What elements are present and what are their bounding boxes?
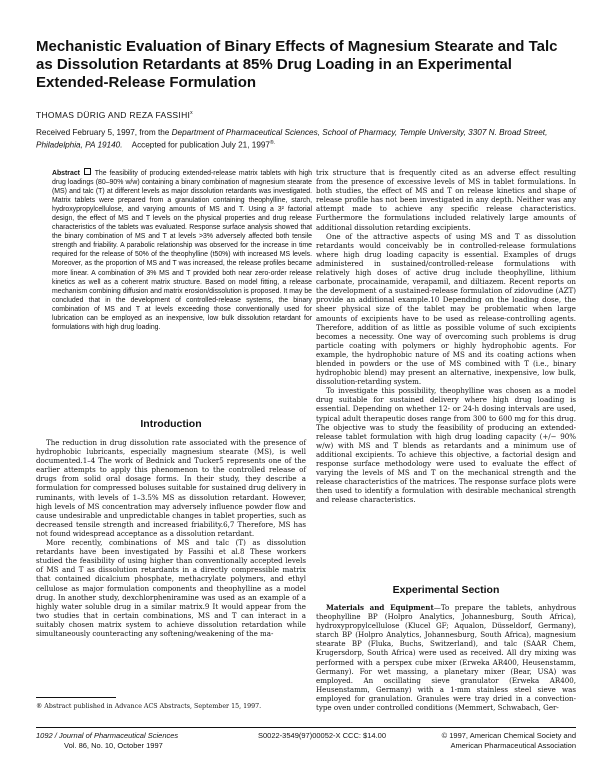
body-paragraph: To investigate this possibility, theophylline was chosen as a model drug suitable for sustained delivery where high drug loading is essential. Depending on whether 12- or 24-h dosing intervals are used, typical adult therapeutic doses range from 300 to 600 mg for this drug. The objective was to study the feasibility of producing an extended-release tablet formulation with high drug loading capacity (+/− 90% w/w) with MS and T blends as retardants and a minimum use of additional excipients. To achieve this objective, a factorial design and response surface methodology were used to evaluate the effect of varying the levels of MS and T on the mechanical strength and the release characteristics of the matrices. The response surface plots were then used to identify a formulation with desirable mechanical strength and release characteristics.: [316, 386, 576, 505]
abstract-box-icon: [84, 168, 91, 175]
received-line: [36, 127, 576, 151]
author-names: THOMAS DÜRIG AND REZA FASSIHI: [36, 110, 191, 120]
materials-text: —To prepare the tablets, anhydrous theophylline BP (Holpro Analytics, Johannesburg, South Africa), hydroxypropylcellulose (Klucel GF; Aqualon, Düsseldorf, Germany), starch BP (Holpro Analytics, Johannesburg, South Africa), magnesium stearate BP (Fluka, Buchs, Switzerland), and talc (SAAR Chem, Krugersdorp, South Africa) were used as received. All dry mixing was performed with a perspex cube mixer (Erweka AR400, Heusenstamm, Germany). For wet massing, a planetary mixer (Bear, USA) was employed. An oscillating sieve granulator (Erweka AR400, Heusenstamm, Germany) with a 1-mm stainless steel sieve was employed for granulation. Granules were tray dried in a convection-type oven under controlled conditions (Memmert, Schwabach, Ger-: [316, 603, 576, 713]
experimental-heading: Experimental Section: [392, 584, 500, 596]
introduction-heading: Introduction: [140, 418, 202, 430]
journal-volume: Vol. 86, No. 10, October 1997: [64, 740, 163, 750]
abstract: [52, 168, 312, 332]
footer-rule: [36, 727, 576, 728]
received-prefix: Received February 5, 1997, from the: [36, 128, 172, 137]
author-line: [36, 110, 193, 120]
footer-right: [400, 731, 576, 750]
body-paragraph: One of the attractive aspects of using MS and T as dissolution retardants would conceivably be in controlled-release formulations where high drug loading capacity is essential. Examples of drugs administered in sustained/controlled-release formulations with relatively high doses of active drug include theophylline, lithium carbonate, procainamide, verapamil, and diltiazem. Recent reports on the development of a sustained-release formulation of zidovudine (AZT) provide an additional example.10 Depending on the loading dose, the sheer physical size of the tablet may be problematic when large amounts of excipients have to be used as release-controlling agents. Therefore, addition of as little as possible volume of such excipients becomes a necessity. One way of overcoming such problems is drug particle coating with polymers or highly hydrophobic agents. For example, the hydrophobic nature of MS and its coating actions when blended in powders or the use of MS combined with T (i.e., binary hydrophobic blend) may present an alternative, inexpensive, low bulk, dissolution-retarding system.: [316, 231, 576, 387]
journal-citation: [36, 731, 178, 741]
article-title: Mechanistic Evaluation of Binary Effects of Magnesium Stearate and Talc as Dissolution Retardants at 85% Drug Loading in an Experimental Extended-Release Formulation: [36, 38, 558, 91]
accepted-mark: ®.: [269, 140, 276, 146]
author-footnote-mark: x: [190, 110, 193, 117]
footer-left: [36, 731, 178, 750]
footnote-rule: [36, 697, 116, 698]
footnote: ® Abstract published in Advance ACS Abstracts, September 15, 1997.: [36, 703, 262, 710]
copyright-line-1: © 1997, American Chemical Society and: [441, 731, 576, 740]
right-column: [316, 168, 576, 504]
accepted-date: Accepted for publication July 21, 1997: [131, 140, 270, 150]
introduction-paragraph: The reduction in drug dissolution rate associated with the presence of hydrophobic lubricants, especially magnesium stearate (MS), is well documented.1–4 The work of Bednick and Tucker5 represents one of the earlier attempts to apply this phenomenon to the controlled release of drugs from solid oral dosage forms. In their study, they describe a formulation for compressed boluses suitable for sustained drug delivery in ruminants, with levels of 1–3.5% MS as dissolution retardant. However, high levels of MS concentration may adversely influence powder flow and cause undesirable and unpredictable changes in tablet properties, such as decreased tensile strength and increased friability.6,7 Therefore, MS has not found widespread acceptance as a dissolution retardant.: [36, 438, 306, 538]
abstract-label: Abstract: [52, 170, 80, 177]
abstract-text: The feasibility of producing extended-release matrix tablets with high drug loadings (80–90% w/w) containing a binary combination of magnesium stearate (MS) and talc (T) at different levels as major dissolution retardants was investigated. Matrix tablets were prepared from a granulation containing theophylline, starch, hydroxypropylcellulose, and varying amounts of MS and T. Using a 3² factorial design, the effect of MS and T levels on the physical properties and drug release characteristics of the tablets was evaluated. Response surface analysis showed that the binary combination of MS and T at levels >3% adversely affected both tensile strength and friability. A parabolic relationship was observed for the increase in time required for the release of 50% of the theophylline (t50%) with increased MS levels. Moreover, as the proportion of MS and T was increased, the release profiles became more linear. A combination of 3% MS and T provided both near zero-order release kinetics as well as a coherent matrix structure. Based on model fitting, a release mechanism combining diffusion and matrix erosion/dissolution is proposed. It may be concluded that in the development of controlled-release systems, the binary combination of MS and T at levels exceeding those conventionally used for lubrication can be employed as an inexpensive, low bulk dissolution retardant for formulations with high drug loading.: [52, 170, 312, 331]
footer-center: S0022-3549(97)00052-X CCC: $14.00: [258, 731, 387, 740]
introduction-column: [36, 438, 306, 638]
body-paragraph: trix structure that is frequently cited as an adverse effect resulting from the presence of excessive levels of MS in tablet formulations. In both studies, the effect of MS and T on release kinetics and shape of release profile has not been investigated in any depth. Neither was any attempt made to achieve any specific release characteristics. Furthermore the formulations included relatively large amounts of additional dissolution retarding excipients.: [316, 168, 576, 232]
materials-paragraph: [316, 603, 576, 712]
experimental-column: [316, 603, 576, 712]
materials-subheading: Materials and Equipment: [326, 603, 434, 612]
journal-name: 1092 / Journal of Pharmaceutical Sciences: [36, 731, 179, 740]
introduction-paragraph: More recently, combinations of MS and talc (T) as dissolution retardants have been investigated by Fassihi et al.8 These workers studied the feasibility of using higher than conventionally accepted levels of MS and T as dissolution retardants in a directly compressible matrix that contained dicalcium phosphate, methacrylate polymers, and ethyl cellulose as major formulation components and theophylline as a model drug. In another study, dexchlorpheniramine was used as an example of a highly water soluble drug in a similar matrix.9 It would appear from the two studies that in certain combinations, MS and T can interact in a suitably chosen matrix system to achieve dissolution retardation while simultaneously counteracting any softening/weakening of the ma-: [36, 538, 306, 638]
copyright-line-2: American Pharmaceutical Association: [450, 740, 576, 750]
affiliation: Department of Pharmaceutical Sciences, School of Pharmacy, Temple University, 3307 N. Broad Street, Philadelphia, PA 19140.: [36, 128, 548, 150]
